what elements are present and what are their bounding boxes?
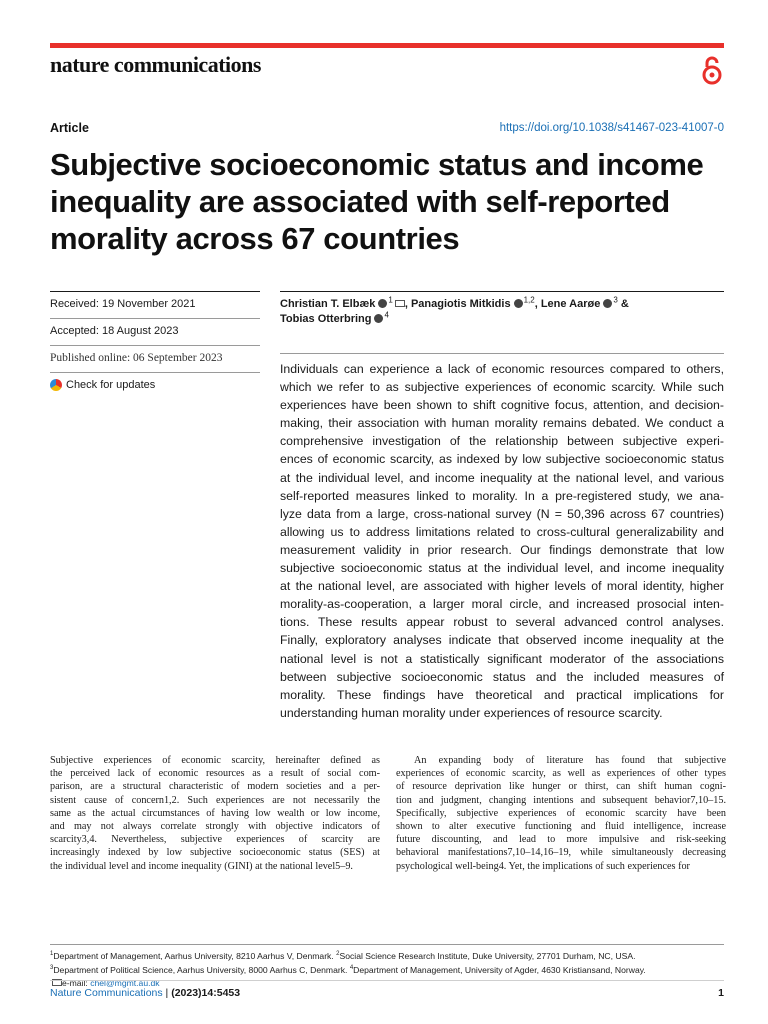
author-affiliation-sup: 3 [613, 295, 618, 305]
body-column-left [50, 754, 380, 873]
text-line: ences of economic scarcity, as indexed by low subjective socioeconomic status [280, 452, 724, 467]
author-separator: & [620, 298, 629, 310]
text-line: psychological well-being4. Yet, the implications of such experiences for [396, 860, 690, 872]
article-dates-panel [50, 291, 260, 399]
text-line: An expanding body of literature has found that subjective [414, 755, 726, 766]
affiliations-divider [50, 944, 724, 945]
received-date: Received: 19 November 2021 [50, 291, 260, 318]
title-line: inequality are associated with self-reported [50, 184, 670, 219]
text-line: Finally, exploratory analyses indicate that observed income inequality at the [280, 633, 724, 648]
text-line: behavioral manifestations7,10–14,16–19, while simultaneously decreasing [396, 847, 726, 859]
orcid-icon[interactable] [514, 299, 523, 308]
text-line: scarcity3,4. Nevertheless, subjective experiences of scarcity are [50, 834, 380, 846]
footer-journal-name[interactable]: Nature Communications [50, 987, 163, 999]
author-affiliation-sup: 1 [388, 295, 393, 305]
text-line: the individual level and income inequality (GINI) at the national level5–9. [50, 860, 353, 872]
open-access-icon [700, 54, 724, 86]
text-line: between subjective socioeconomic status and the included measures of [280, 669, 724, 684]
text-line: same as the actual circumstances of having low wealth or low income, [50, 807, 380, 819]
text-line: lyze data from a large, cross-national survey (N = 50,396 across 67 countries) [280, 506, 724, 521]
author-affiliation-sup: 1,2 [523, 295, 535, 305]
article-title [50, 146, 730, 257]
text-line: Specifically, subjective experiences of economic scarcity have been [396, 807, 726, 819]
footer-divider [50, 980, 724, 981]
article-type-label: Article [50, 121, 89, 135]
text-line: tion and judgment, changing intentions and subsequent behavior7,10–15. [396, 794, 726, 806]
text-line: which we refer to as subjective experiences of economic scarcity. While such [280, 380, 724, 395]
affiliation-line: $^1$Department of Management, Aarhus University, 8210 Aarhus V, Denmark. $^2$Social Science Research Institute, Duke University, 27701 Durham, NC, USA. [50, 951, 636, 961]
orcid-icon[interactable] [378, 299, 387, 308]
page-number: 1 [718, 987, 724, 999]
crossmark-icon [50, 379, 62, 391]
body-column-right [396, 754, 726, 873]
text-line: tions. These results appear robust to several advanced control analyses. [280, 615, 724, 630]
text-line: allowing us to address limitations related to cross-cultural generalizability and [280, 524, 724, 539]
text-line: future discounting, and lead to more impulsive and risk-seeking [396, 834, 726, 846]
text-line: of resource deprivation like hunger or thirst, can shift human cogni- [396, 781, 726, 793]
check-for-updates-label: Check for updates [66, 379, 156, 391]
abstract [280, 353, 724, 722]
text-line: parison, are a structural characteristic of modern societies and a per- [50, 781, 380, 793]
envelope-icon[interactable] [395, 300, 405, 307]
text-line: morality. These findings have theoretical and practical implications for [280, 687, 724, 702]
orcid-icon[interactable] [374, 314, 383, 323]
title-line: morality across 67 countries [50, 221, 460, 256]
text-line: shown to alter executive functioning and fluid intelligence, increase [396, 821, 726, 833]
orcid-icon[interactable] [603, 299, 612, 308]
footer-volume: (2023)14:5453 [171, 987, 241, 999]
text-line: morality-as-cooperation, a larger moral circle, and increased prosocial inten- [280, 597, 724, 612]
check-for-updates-button[interactable] [50, 372, 260, 399]
affiliations [50, 950, 730, 991]
text-line: Subjective experiences of economic scarcity, hereinafter defined as [50, 755, 380, 766]
text-line: measurement validity in prior research. Our findings demonstrate that low [280, 542, 724, 557]
text-line: making, their association with human morality remains debated. We conduct a [280, 416, 724, 431]
author-affiliation-sup: 4 [384, 310, 389, 320]
published-date: Published online: 06 September 2023 [50, 345, 260, 372]
journal-name: nature communications [50, 52, 261, 77]
text-line: understanding human morality under experiences of resource scarcity. [280, 705, 663, 720]
text-line: at the national level, are associated with higher levels of moral identity, higher [280, 579, 724, 594]
contact-email-line: e-mail: chel@mgmt.au.dk [50, 977, 730, 991]
footer-citation: Nature Communications | (2023)14:5453 [50, 987, 241, 999]
author-list: Christian T. Elbæk $^1$ , Panagiotis Mitkidis $^{1,2}$, Lene Aarøe $^3$ & Tobias Otterbring $^4$ [280, 291, 724, 327]
text-line: experiences have been shown to shift cognitive focus, attention, and decision- [280, 398, 724, 413]
email-link[interactable]: chel@mgmt.au.dk [90, 978, 160, 988]
text-line: sistent cause of concern1,2. Such experiences are not necessarily the [50, 794, 380, 806]
text-line: subjective socioeconomic status at the individual level, and income inequality [280, 561, 724, 576]
author-name[interactable]: Tobias Otterbring [280, 313, 372, 325]
affiliation-line: $^3$Department of Political Science, Aarhus University, 8000 Aarhus C, Denmark. $^4$Department of Management, University of Agder, 4630 Kristiansand, Norway. [50, 964, 646, 975]
text-line: the perceived lack of economic resources as a result of social com- [50, 768, 380, 780]
author-name[interactable]: Lene Aarøe [540, 298, 601, 310]
text-line: comprehensive investigation of the relationship between subjective experi- [280, 434, 724, 449]
author-name[interactable]: Panagiotis Mitkidis [410, 298, 511, 310]
text-line: and may not always correlate strongly with objective indicators of [50, 821, 380, 833]
text-line: at the individual level, and income inequality at the national level, and various [280, 470, 724, 485]
text-line: national level is not a statistically significant moderator of the associations [280, 651, 724, 666]
header-accent-bar [50, 43, 724, 48]
accepted-date: Accepted: 18 August 2023 [50, 318, 260, 345]
text-line: Individuals can experience a lack of economic resources compared to others, [280, 362, 724, 376]
text-line: self-reported measures linked to morality. In a pre-registered study, we ana- [280, 488, 724, 503]
author-name[interactable]: Christian T. Elbæk [280, 298, 376, 310]
doi-link[interactable]: https://doi.org/10.1038/s41467-023-41007-0 [499, 122, 724, 134]
text-line: increasingly indexed by low subjective socioeconomic status (SES) at [50, 847, 380, 859]
text-line: experiences of economic scarcity, as well as experiences of other types [396, 768, 726, 780]
title-line: Subjective socioeconomic status and income [50, 147, 704, 182]
